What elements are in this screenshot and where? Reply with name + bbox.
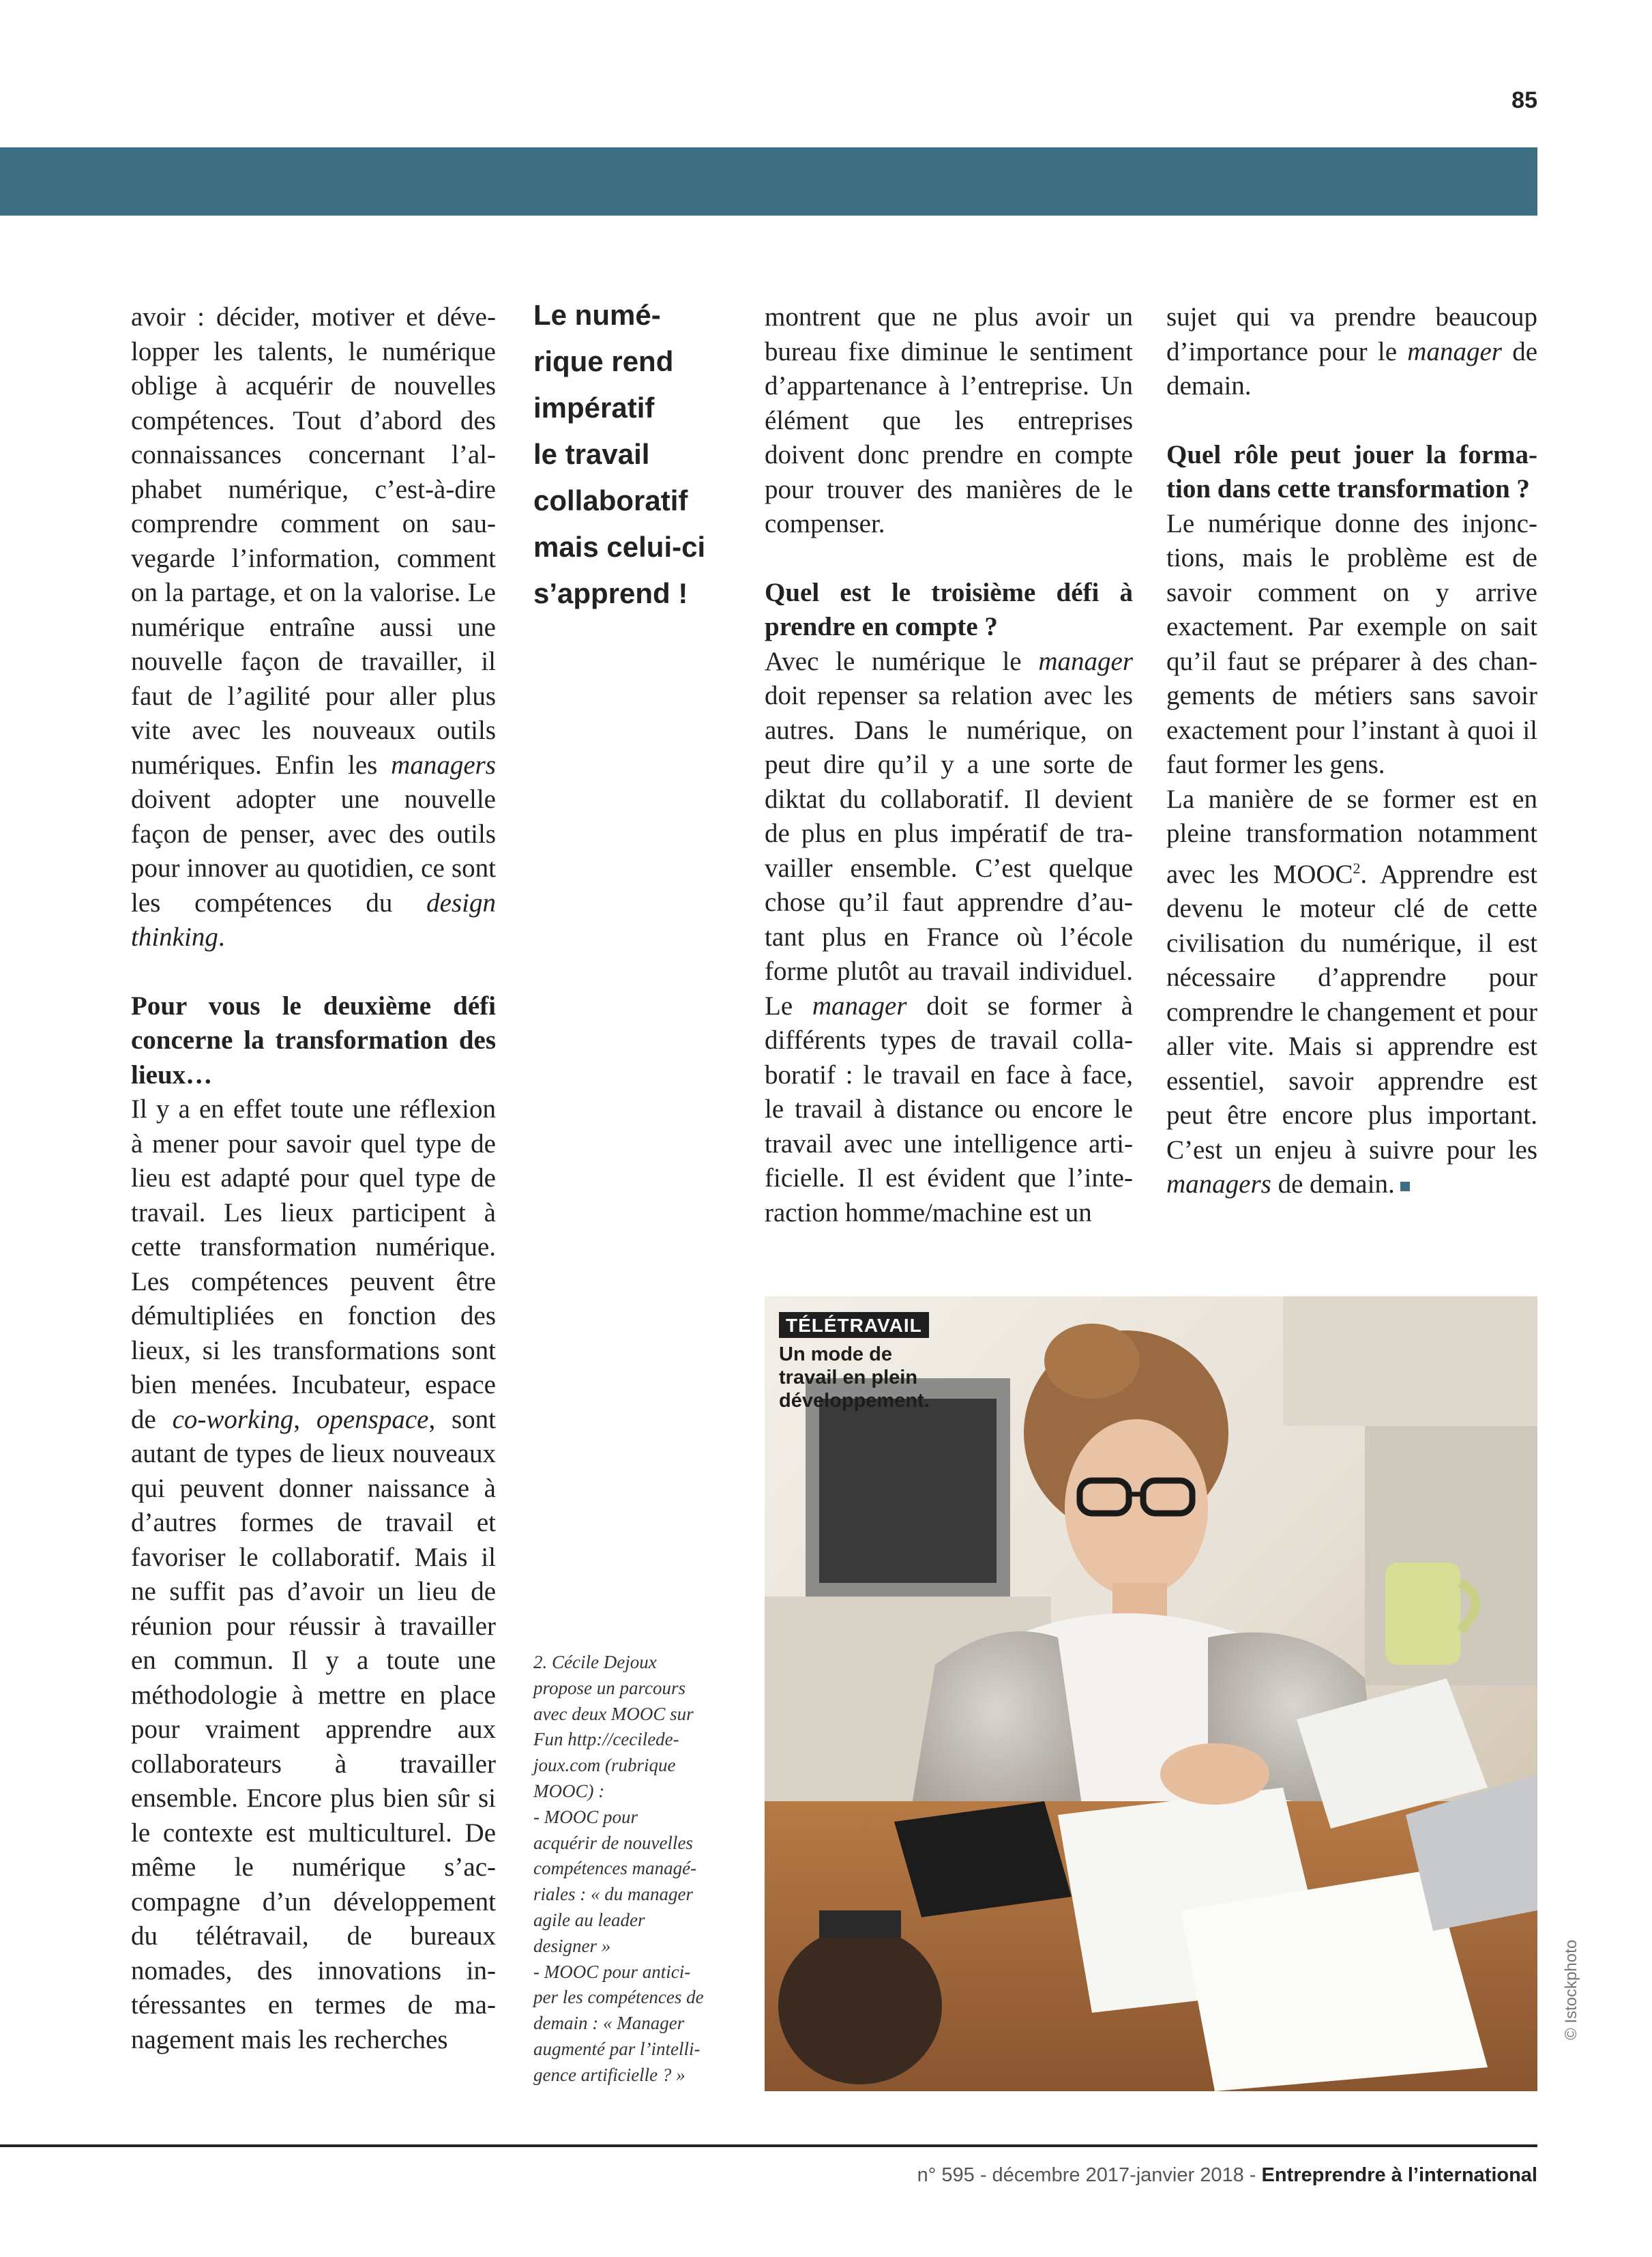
paragraph: La manière de se former est en pleine transformation notamment avec les MOOC$^2$. Apprendre est devenu le moteur clé de cette civilisation du numérique, il est nécessaire d’apprendre pour comprendre le changement et pour aller vite. Mais si apprendre est essentiel, savoir apprendre est peut être encore plus important. C’est un enjeu à suivre pour les managers de demain. <box>1166 784 1537 1199</box>
footer: n° 595 - décembre 2017-janvier 2018 - Entreprendre à l’international <box>917 2164 1537 2186</box>
photo-tag: TÉLÉTRAVAIL <box>779 1312 929 1338</box>
photo-credit: © Istockphoto <box>1562 1939 1580 2040</box>
paragraph: montrent que ne plus avoir un bureau fixe diminue le sentiment d’appartenance à l’entreprise. Un élément que les entreprises doivent donc prendre en compte pour trouver des manières de le compenser. <box>765 302 1133 538</box>
column-4 <box>1166 300 1537 1202</box>
footnote: 2. Cécile Dejoux propose un parcours avec deux MOOC sur Fun http://cecilede- joux.com (rubrique MOOC) : - MOOC pour acquérir de nouvelles compétences managé- riales : « du manager agile au leader designer » - MOOC pour antici- per les compétences de demain : « Manager augmenté par l’intelli- gence artificielle ? » <box>533 1652 704 2085</box>
paragraph: Le numérique donne des injonctions, mais le problème est de savoir comment on y arrive exactement. Par exemple on sait qu’il faut se préparer à des changements de métiers sans savoir exactement pour l’instant à quoi il faut former les gens. <box>1166 508 1537 779</box>
paragraph: Avec le numérique le manager doit repenser sa relation avec les autres. Dans le numérique, on peut dire qu’il y a une sorte de diktat du collaboratif. Il devient de plus en plus impératif de travailler ensemble. C’est quelque chose qu’il faut apprendre d’autant plus en France où l’école forme plutôt au travail individuel. Le manager doit se former à différents types de travail collaboratif : le travail en face à face, le travail à distance ou encore le travail avec une intelligence artificielle. Il est évident que l’interaction homme/machine est un <box>765 646 1133 1227</box>
column-3 <box>765 300 1133 1230</box>
paragraph: Il y a en effet toute une réflexion à mener pour savoir quel type de lieu est adapté pour quel type de travail. Les lieux participent à cette transformation numérique. Les compétences peuvent être démultipliées en fonction des lieux, si les transformations sont bien menées. Incubateur, espace de co-working, openspace, sont autant de types de lieux nouveaux qui peuvent donner naissance à d’autres formes de travail et favoriser le collaboratif. Mais il ne suffit pas d’avoir un lieu de réunion pour réussir à travailler en commun. Il y a toute une méthodologie à mettre en place pour vraiment apprendre aux collaborateurs à travailler ensemble. Encore plus bien sûr si le contexte est multiculturel. De même le numérique s’accompagne d’un développement du télétravail, de bureaux nomades, des innovations intéressantes en termes de management mais les recherches <box>131 1094 497 2054</box>
photo-woman-working <box>765 1296 1537 2091</box>
end-mark-icon <box>1400 1182 1410 1191</box>
page-number: 85 <box>1511 87 1537 113</box>
interview-question: Pour vous le deuxième défi concerne la transformation des lieux… <box>131 991 496 1090</box>
paragraph: avoir : décider, motiver et développer les talents, le numérique oblige à acquérir de nouvelles compétences. Tout d’abord des connaissances concernant l’alphabet numérique, c’est-à-dire comprendre comment on sauvegarde l’information, comment on la partage, et on la valorise. Le numérique entraîne aussi une nouvelle façon de travailler, il faut de l’agilité pour aller plus vite avec les nouveaux outils numériques. Enfin les managers doivent adopter une nouvelle façon de penser, avec des outils pour innover au quotidien, ce sont les compétences du design thinking. <box>131 302 496 952</box>
interview-question: Quel est le troisième défi à prendre en compte ? <box>765 577 1133 641</box>
header-band <box>0 147 1537 216</box>
column-1 <box>131 300 496 2057</box>
photo-caption: Un mode de travail en plein développement. <box>779 1343 930 1412</box>
pull-quote: Le numé- rique rend impératif le travail collaboratif mais celui-ci s’apprend ! <box>533 299 706 609</box>
footer-rule <box>0 2144 1537 2147</box>
paragraph: sujet qui va prendre beaucoup d’importance pour le manager de demain. <box>1166 302 1538 401</box>
interview-question: Quel rôle peut jouer la formation dans cette transformation ? <box>1166 439 1537 504</box>
